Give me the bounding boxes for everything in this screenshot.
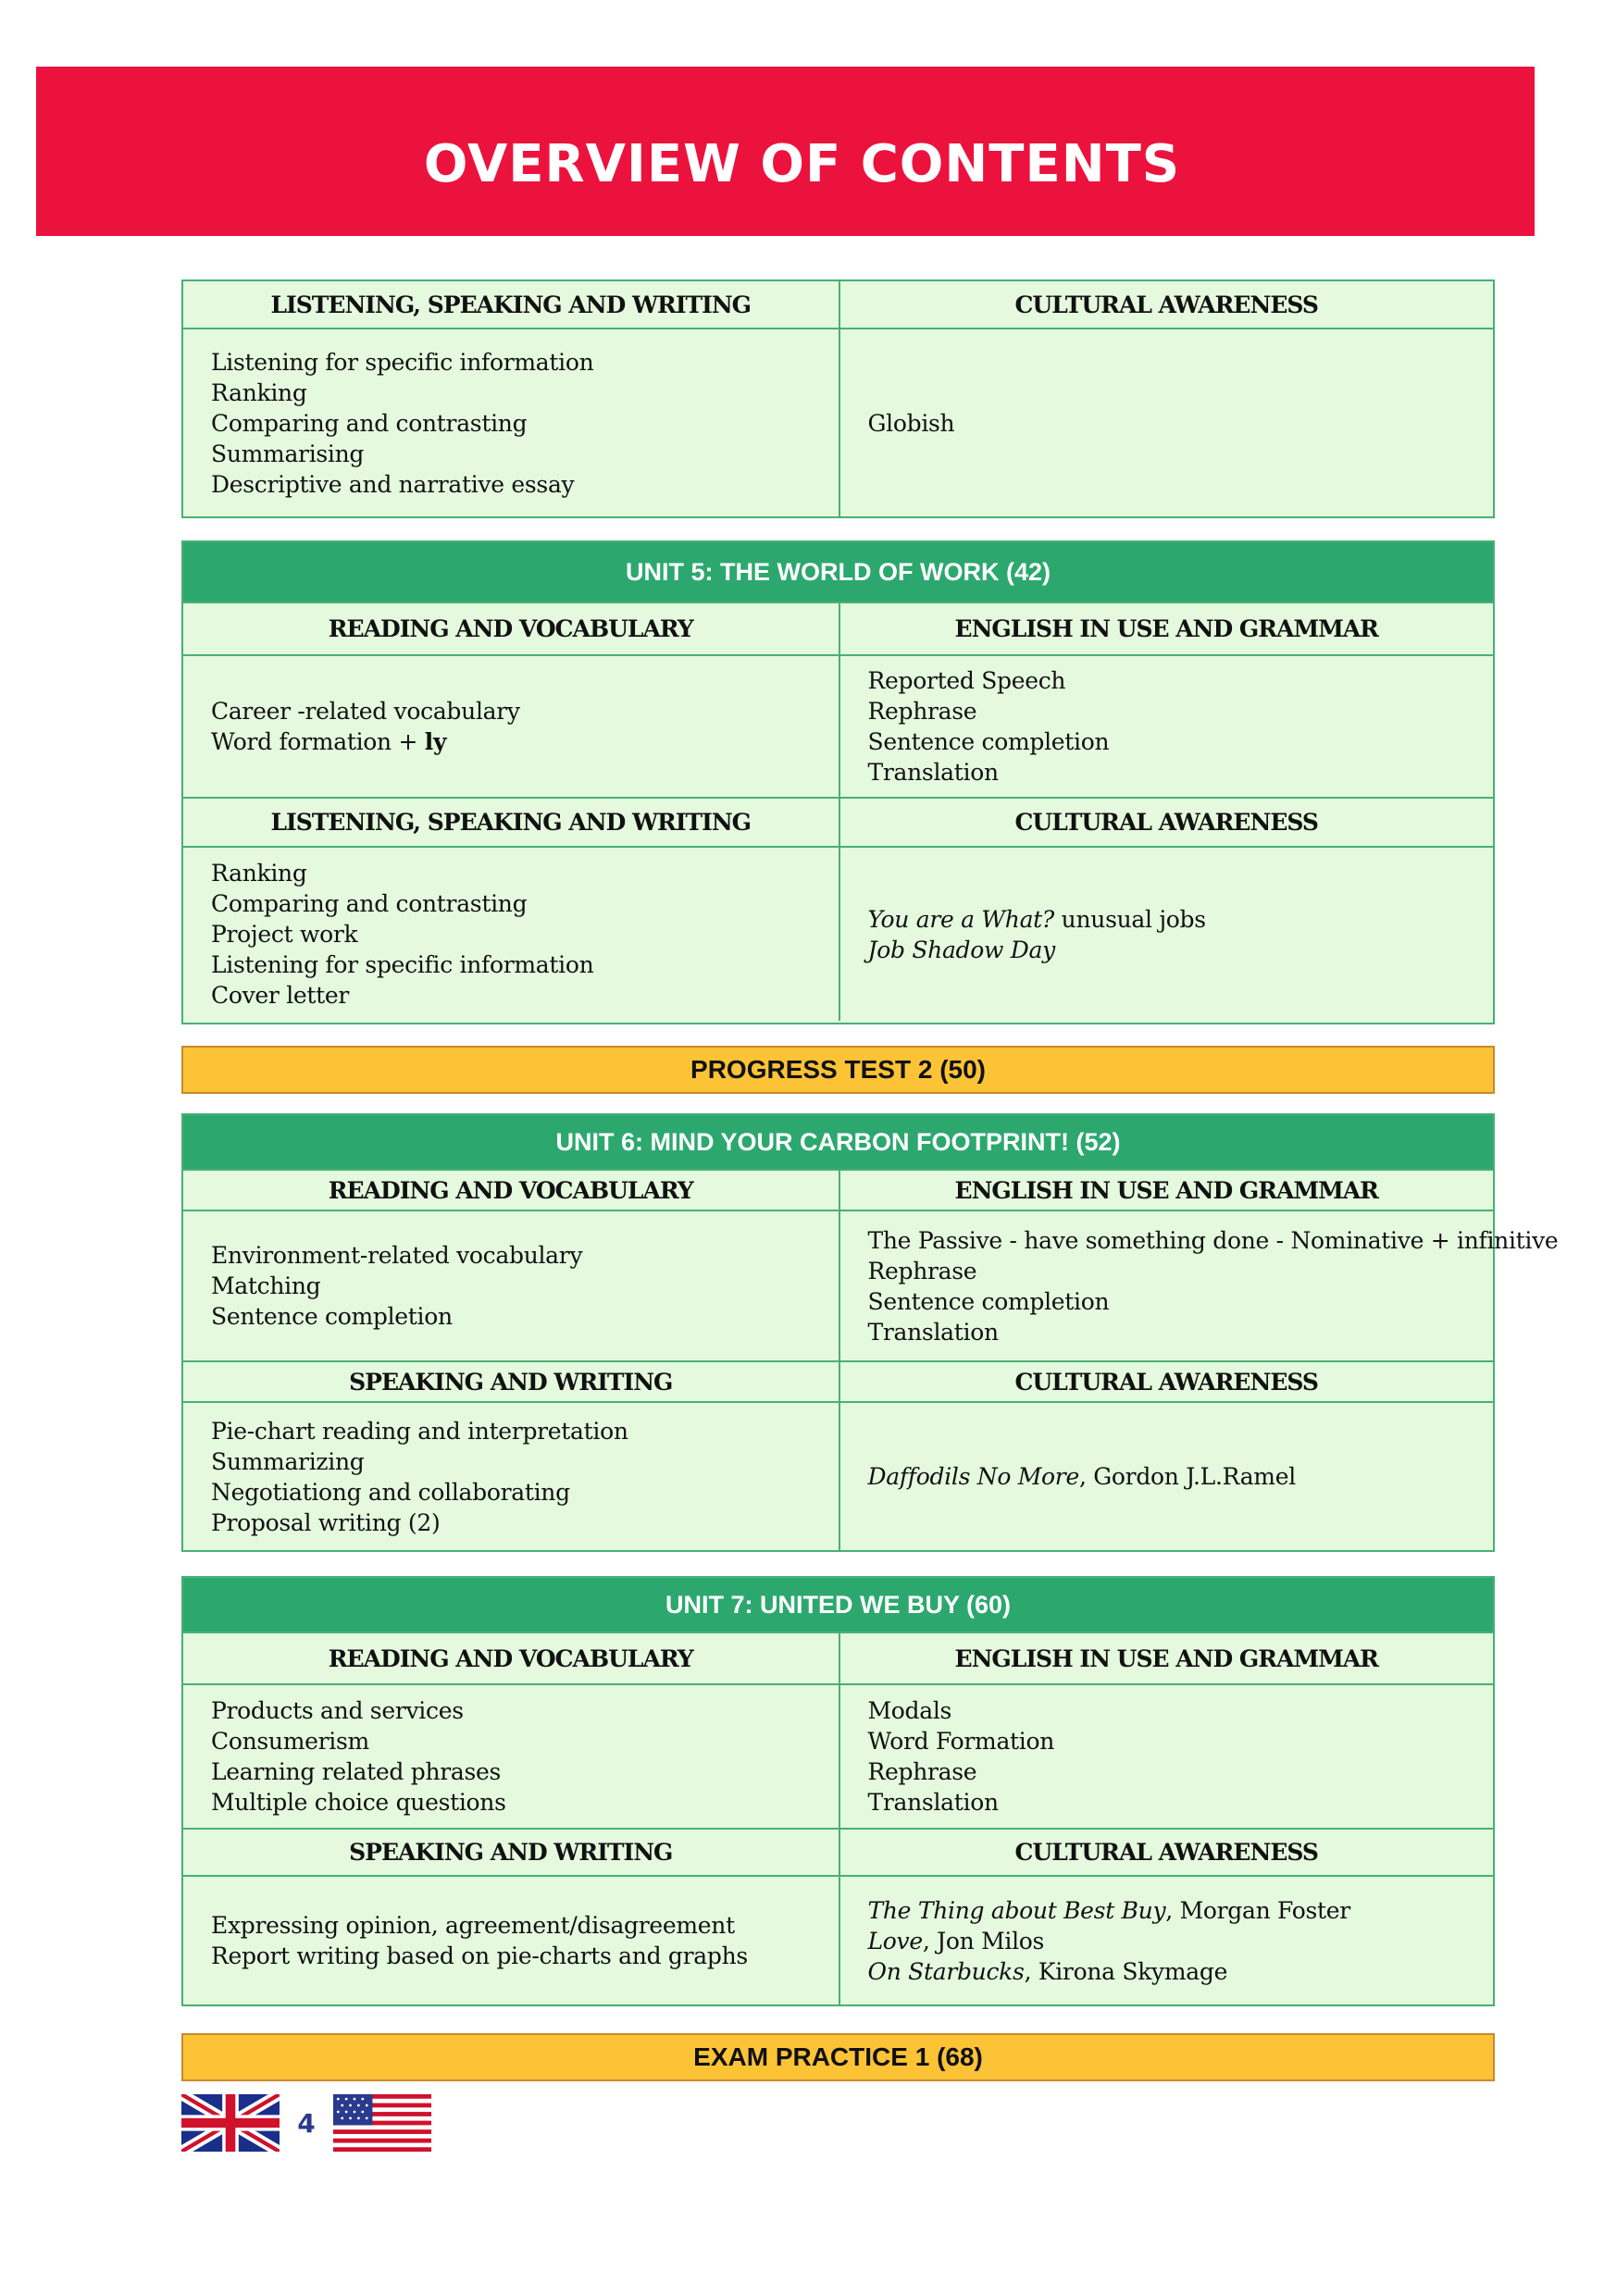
section-heading: LISTENING, SPEAKING AND WRITING — [270, 809, 752, 836]
exam-practice-bar: EXAM PRACTICE 1 (68) — [181, 2033, 1495, 2081]
list-item: Rephrase — [867, 1758, 977, 1785]
topic-list — [183, 656, 839, 797]
topic-list — [183, 1685, 839, 1828]
topic-list — [839, 848, 1494, 1021]
list-item: Multiple choice questions — [211, 1789, 506, 1816]
list-item: Negotiationg and collaborating — [211, 1478, 570, 1506]
section-heading: READING AND VOCABULARY — [328, 1176, 693, 1204]
section-heading: LISTENING, SPEAKING AND WRITING — [270, 291, 752, 318]
section-heading: CULTURAL AWARENESS — [839, 281, 1494, 328]
list-item: Summarising — [211, 440, 365, 467]
unit-6-table — [181, 1113, 1559, 1552]
list-item: Descriptive and narrative essay — [211, 470, 575, 498]
page-footer — [181, 2094, 431, 2152]
topic-list — [183, 1877, 839, 2004]
topic-list — [183, 848, 839, 1021]
list-item: Translation — [867, 759, 999, 786]
progress-test-bar: PROGRESS TEST 2 (50) — [181, 1046, 1495, 1094]
list-item: Sentence completion — [867, 728, 1110, 755]
unit-4-continuation-table — [181, 279, 1495, 518]
section-heading: SPEAKING AND WRITING — [349, 1839, 673, 1866]
list-item: Project work — [211, 921, 358, 948]
topic-list — [839, 1685, 1494, 1828]
list-item: Matching — [211, 1272, 321, 1299]
list-item: Word Formation — [867, 1728, 1055, 1755]
list-item: The Passive - have something done - Nominative + infinitive — [867, 1226, 1559, 1254]
unit-title: UNIT 7: UNITED WE BUY (60) — [183, 1578, 1493, 1633]
list-item: Ranking — [211, 379, 307, 406]
section-heading: SPEAKING AND WRITING — [349, 1368, 673, 1396]
list-item: Rephrase — [867, 698, 977, 725]
list-item: Environment-related vocabulary — [211, 1242, 583, 1269]
topic-list — [183, 1403, 839, 1550]
list-item: Reported Speech — [867, 667, 1066, 694]
topic-list — [839, 656, 1494, 797]
topic-list — [183, 1211, 839, 1360]
us-flag-icon — [333, 2094, 431, 2152]
list-item: Sentence completion — [211, 1303, 453, 1330]
list-item: Proposal writing (2) — [211, 1508, 441, 1536]
list-item: Word formation + ly — [211, 728, 447, 755]
list-item: Report writing based on pie-charts and graphs — [211, 1942, 748, 1969]
unit-7-table — [181, 1576, 1495, 2006]
section-heading: CULTURAL AWARENESS — [839, 799, 1494, 846]
uk-flag-icon — [181, 2094, 280, 2152]
section-heading: CULTURAL AWARENESS — [839, 1830, 1494, 1875]
list-item: Cover letter — [211, 982, 350, 1009]
topic-list — [839, 1403, 1494, 1550]
list-item: You are a What? unusual jobs — [867, 905, 1206, 933]
list-item: The Thing about Best Buy, Morgan Foster — [867, 1896, 1350, 1924]
list-item: Summarizing — [211, 1447, 365, 1475]
section-heading: ENGLISH IN USE AND GRAMMAR — [839, 1171, 1494, 1210]
list-item: Learning related phrases — [211, 1758, 502, 1785]
list-item: Listening for specific information — [211, 951, 594, 978]
section-heading: READING AND VOCABULARY — [328, 1644, 693, 1672]
list-item: Modals — [867, 1697, 952, 1724]
topic-list — [839, 329, 1494, 516]
unit-5-table — [181, 540, 1495, 1024]
list-item: On Starbucks, Kirona Skymage — [867, 1957, 1228, 1985]
list-item: Career -related vocabulary — [211, 698, 520, 725]
list-item: Sentence completion — [867, 1287, 1110, 1315]
topic-list — [839, 1211, 1559, 1360]
page-number: 4 — [280, 2094, 333, 2152]
page-title: OVERVIEW OF CONTENTS — [423, 134, 1181, 194]
section-heading: ENGLISH IN USE AND GRAMMAR — [839, 603, 1494, 654]
section-heading: ENGLISH IN USE AND GRAMMAR — [839, 1633, 1494, 1683]
list-item: Products and services — [211, 1697, 464, 1724]
list-item: Comparing and contrasting — [211, 409, 528, 437]
list-item: Comparing and contrasting — [211, 890, 528, 917]
list-item: Globish — [867, 409, 955, 437]
list-item: Translation — [867, 1318, 999, 1346]
list-item: Pie-chart reading and interpretation — [211, 1417, 628, 1445]
list-item: Translation — [867, 1789, 999, 1816]
unit-title: UNIT 5: THE WORLD OF WORK (42) — [183, 542, 1493, 603]
list-item: Rephrase — [867, 1257, 977, 1285]
list-item: Consumerism — [211, 1728, 369, 1755]
section-heading: READING AND VOCABULARY — [328, 615, 693, 642]
list-item: Job Shadow Day — [867, 936, 1055, 963]
topic-list — [839, 1877, 1494, 2004]
list-item: Listening for specific information — [211, 348, 594, 376]
section-heading: CULTURAL AWARENESS — [839, 1362, 1494, 1401]
list-item: Expressing opinion, agreement/disagreement — [211, 1912, 735, 1939]
unit-title: UNIT 6: MIND YOUR CARBON FOOTPRINT! (52) — [183, 1115, 1493, 1171]
topic-list — [183, 329, 839, 516]
list-item: Love, Jon Milos — [867, 1927, 1045, 1955]
list-item: Daffodils No More, Gordon J.L.Ramel — [867, 1463, 1296, 1490]
list-item: Ranking — [211, 860, 307, 887]
